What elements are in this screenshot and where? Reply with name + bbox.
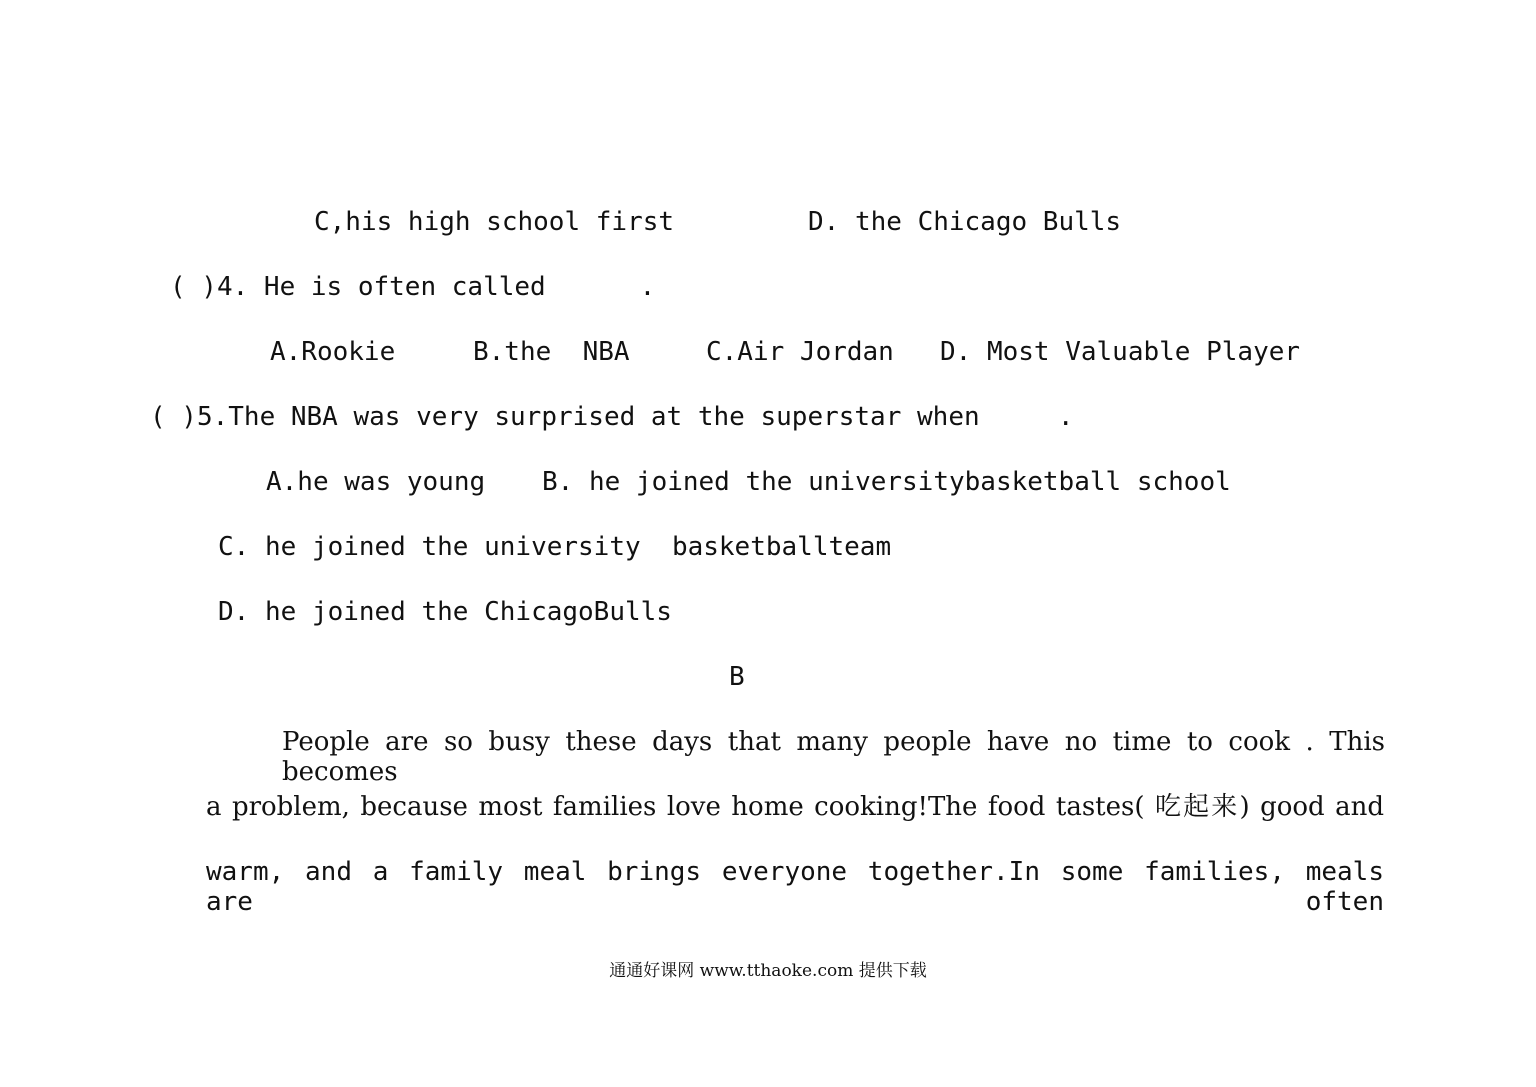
q4-option-d: D. Most Valuable Player [940, 337, 1301, 367]
section-b-paragraph-line-3: warm, and a family meal brings everyone together.In some families, meals are often [206, 857, 1384, 917]
q4-option-c: C.Air Jordan [706, 337, 894, 367]
q4-stem: ( )4. He is often called . [170, 272, 656, 302]
q5-stem: ( )5.The NBA was very surprised at the superstar when . [150, 402, 1074, 432]
q3-option-d: D. the Chicago Bulls [808, 207, 1122, 237]
section-b-paragraph-line-1: People are so busy these days that many people have no time to cook . This becomes [282, 727, 1385, 787]
q4-option-b: B.the NBA [473, 337, 630, 367]
section-b-paragraph-line-2: a problem, because most families love home cooking!The food tastes( 吃起来) good and [206, 792, 1384, 822]
q5-option-d: D. he joined the ChicagoBulls [218, 597, 672, 627]
section-b-heading: B [729, 662, 745, 692]
q5-option-a: A.he was young [266, 467, 486, 497]
q5-option-c: C. he joined the university basketballteam [218, 532, 892, 562]
q5-option-b: B. he joined the universitybasketball school [542, 467, 1231, 497]
q4-option-a: A.Rookie [270, 337, 396, 367]
q3-option-c: C,his high school first [314, 207, 675, 237]
page-footer: 通通好课网 www.tthaoke.com 提供下载 [609, 961, 927, 981]
